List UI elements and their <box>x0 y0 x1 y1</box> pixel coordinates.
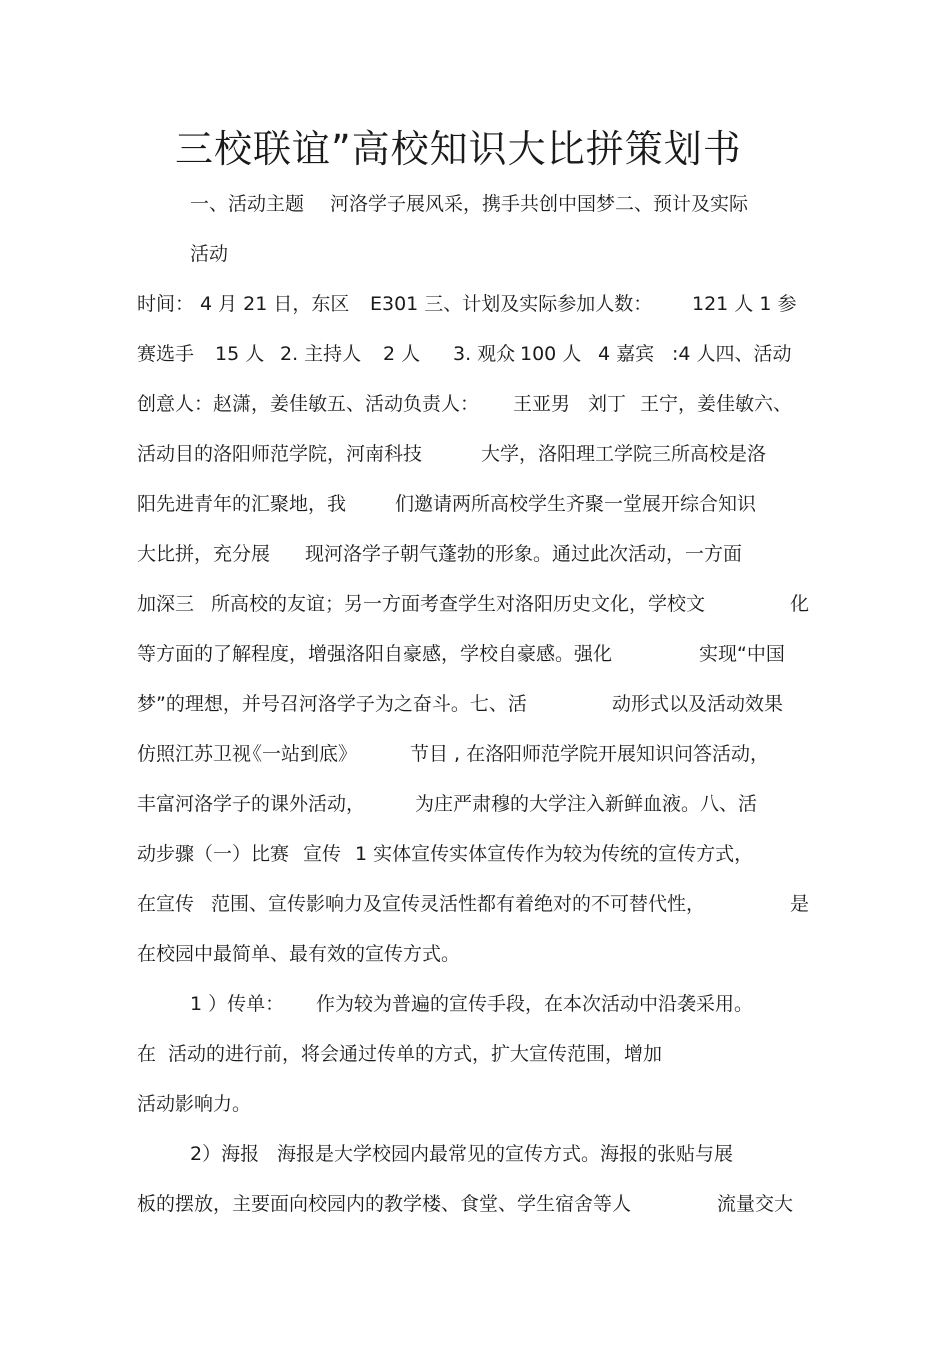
text-segment: 赛选手 <box>137 343 195 365</box>
text-segment: 作为较为普遍的宣传手段，在本次活动中沿袭采用。 <box>316 993 754 1015</box>
text-segment: 4 嘉宾 <box>598 343 655 365</box>
text-segment: 阳先进青年的汇聚地，我 <box>137 493 347 515</box>
text-segment: 100 人 <box>520 343 582 365</box>
text-segment: 活动目的洛阳师范学院，河南科技 <box>137 443 423 465</box>
text-segment: 1 实体宣传实体宣传作为较为传统的宣传方式， <box>355 843 754 865</box>
text-segment: 仿照江苏卫视 <box>137 743 252 765</box>
text-segment: 2）海报 <box>190 1143 260 1165</box>
text-segment: 4 月 21 日，东区 <box>200 293 350 315</box>
text-segment: 为庄严肃穆的大学注入新鲜血液。八、活 <box>415 793 758 815</box>
text-segment: 节目 , 在洛 <box>410 743 505 765</box>
text-segment: :4 人四、活动 <box>672 343 792 365</box>
text-segment: 2. 主持人 <box>280 343 362 365</box>
text-segment: E301 三、计划及实际参加人数： <box>370 293 653 315</box>
text-segment: 刘丁 <box>588 393 627 415</box>
text-segment: 2 人 <box>383 343 421 365</box>
text-segment: 们邀请两所高校学生齐聚一堂展开综合知识 <box>395 493 757 515</box>
text-segment: 阳师范学院开展知识问答活动， <box>503 743 770 765</box>
text-segment: 所高校的友谊；另一方面考查学生对洛阳历史文化，学校文 <box>211 593 706 615</box>
text-segment: 动步骤（一）比赛 <box>137 843 290 865</box>
text-segment: 板的摆放，主要面向校园内的教学楼、食堂、学生宿舍等人 <box>137 1193 632 1215</box>
text-segment: 是 <box>790 893 810 915</box>
text-segment: 加深三 <box>137 593 195 615</box>
text-segment: 活动的进行前，将会通过传单的方式，扩大宣传范围，增加 <box>168 1043 663 1065</box>
text-segment: 时间： <box>137 293 195 315</box>
text-segment: 在校园中最简单、最有效的宣传方式。 <box>137 943 461 965</box>
text-segment: 一、活动主题 <box>190 193 305 215</box>
text-segment: 大比拼，充分展 <box>137 543 271 565</box>
text-segment: 大学，洛阳理工学院三所高校是洛 <box>481 443 767 465</box>
text-segment: 河洛学子展风采，携手共创中国梦二、预计及实际 <box>330 193 749 215</box>
text-segment: 范围、宣传影响力及宣传灵活性都有着绝对的不可替代性， <box>211 893 706 915</box>
text-segment: 活动影响力。 <box>137 1093 252 1115</box>
text-segment: 活动 <box>190 243 229 265</box>
text-segment: 创意人：赵潇，姜佳敏五、活动负责人： <box>137 393 480 415</box>
text-segment: 海报是大学校园内最常见的宣传方式。海报的张贴与展 <box>277 1143 734 1165</box>
document-title: 三校联谊”高校知识大比拼策划书 <box>175 127 742 171</box>
text-segment: 王宁，姜佳敏六、 <box>640 393 793 415</box>
text-segment: 实现“中国 <box>699 643 785 665</box>
text-segment: 流量交大 <box>717 1193 794 1215</box>
text-segment: 现河洛学子朝气蓬勃的形象。通过此次活动，一方面 <box>305 543 743 565</box>
text-segment: 121 人 1 参 <box>692 293 797 315</box>
text-segment: 宣传 <box>303 843 342 865</box>
text-segment: 在 <box>137 1043 157 1065</box>
text-segment: 动形式以及活动效果 <box>612 693 784 715</box>
text-segment: 王亚男 <box>513 393 571 415</box>
text-segment: 丰富河洛学子的课外活动， <box>137 793 366 815</box>
text-segment: 在宣传 <box>137 893 195 915</box>
text-segment: 15 人 <box>215 343 265 365</box>
text-segment: 《一站到底》 <box>243 743 358 765</box>
text-segment: 等方面的了解程度，增强洛阳自豪感，学校自豪感。强化 <box>137 643 613 665</box>
text-segment: 梦”的理想，并号召河洛学子为之奋斗。七、活 <box>137 693 527 715</box>
text-segment: 1 ）传单： <box>190 993 285 1015</box>
text-segment: 化 <box>790 593 810 615</box>
text-segment: 3. 观众 <box>453 343 516 365</box>
